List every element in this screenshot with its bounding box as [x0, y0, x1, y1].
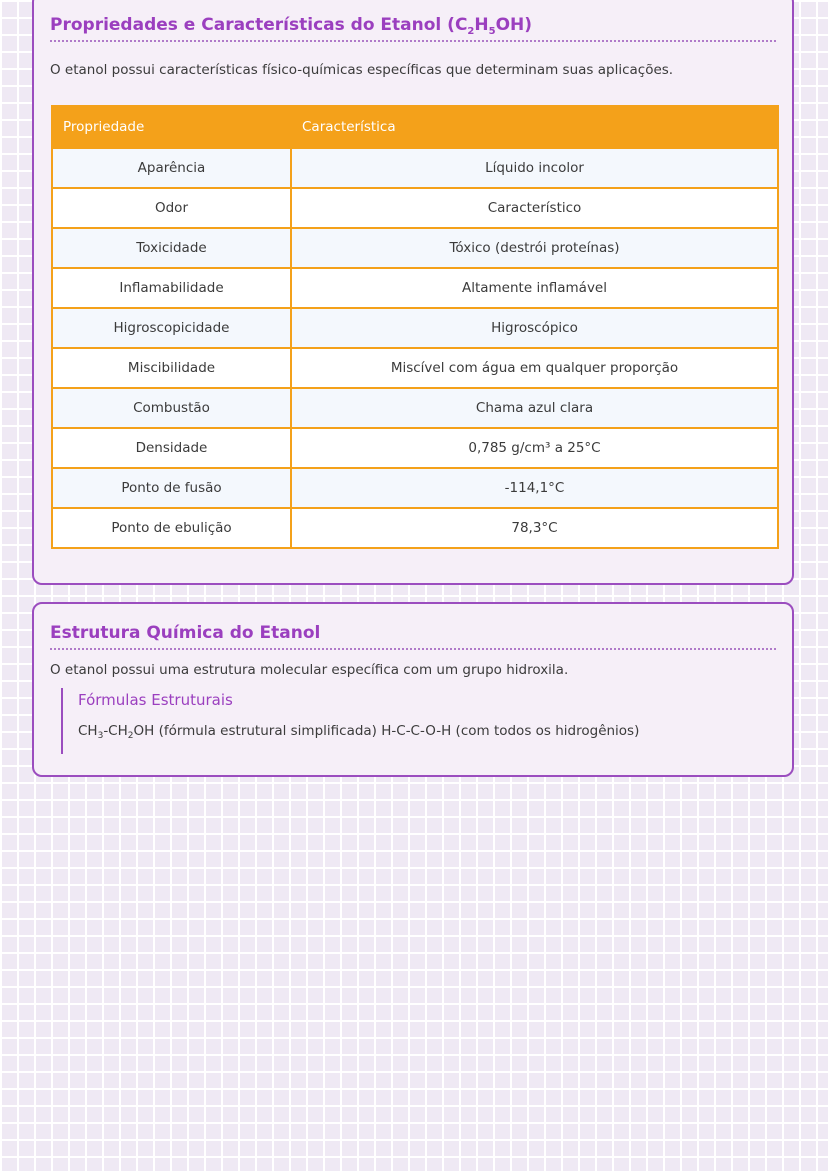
property-cell: Ponto de fusão	[52, 468, 291, 508]
value-cell: Chama azul clara	[291, 388, 778, 428]
properties-card	[32, 0, 794, 585]
properties-intro: O etanol possui características físico-químicas específicas que determinam suas aplicações.	[50, 62, 674, 78]
structural-formulas-block	[61, 688, 639, 754]
value-cell: Tóxico (destrói proteínas)	[291, 228, 778, 268]
value-cell: Característico	[291, 188, 778, 228]
structure-intro: O etanol possui uma estrutura molecular específica com um grupo hidroxila.	[50, 662, 569, 678]
table-row	[52, 468, 778, 508]
property-cell: Densidade	[52, 428, 291, 468]
table-row	[52, 148, 778, 188]
property-cell: Combustão	[52, 388, 291, 428]
table-row	[52, 428, 778, 468]
property-cell: Higroscopicidade	[52, 308, 291, 348]
value-cell: 0,785 g/cm³ a 25°C	[291, 428, 778, 468]
value-cell: Altamente inflamável	[291, 268, 778, 308]
table-header-row	[52, 106, 778, 148]
property-cell: Toxicidade	[52, 228, 291, 268]
property-cell: Miscibilidade	[52, 348, 291, 388]
value-cell: -114,1°C	[291, 468, 778, 508]
table-row	[52, 388, 778, 428]
table-row	[52, 308, 778, 348]
property-cell: Ponto de ebulição	[52, 508, 291, 548]
value-cell: Higroscópico	[291, 308, 778, 348]
structure-title: Estrutura Química do Etanol	[50, 623, 776, 650]
header-propriedade: Propriedade	[52, 106, 291, 148]
header-caracteristica: Característica	[291, 106, 778, 148]
table-row	[52, 188, 778, 228]
table-row	[52, 228, 778, 268]
value-cell: Líquido incolor	[291, 148, 778, 188]
property-cell: Aparência	[52, 148, 291, 188]
structural-formulas-title: Fórmulas Estruturais	[78, 691, 233, 709]
table-row	[52, 348, 778, 388]
value-cell: Miscível com água em qualquer proporção	[291, 348, 778, 388]
properties-table	[51, 105, 779, 549]
structure-card	[32, 602, 794, 777]
property-cell: Odor	[52, 188, 291, 228]
property-cell: Inflamabilidade	[52, 268, 291, 308]
table-row	[52, 268, 778, 308]
table-row	[52, 508, 778, 548]
value-cell: 78,3°C	[291, 508, 778, 548]
properties-title: Propriedades e Características do Etanol $(C_2H_5OH)$	[50, 15, 776, 42]
structural-formula-text: $CH_3-CH_2OH$ (fórmula estrutural simplificada) H-C-C-O-H (com todos os hidrogênios)	[78, 723, 640, 741]
